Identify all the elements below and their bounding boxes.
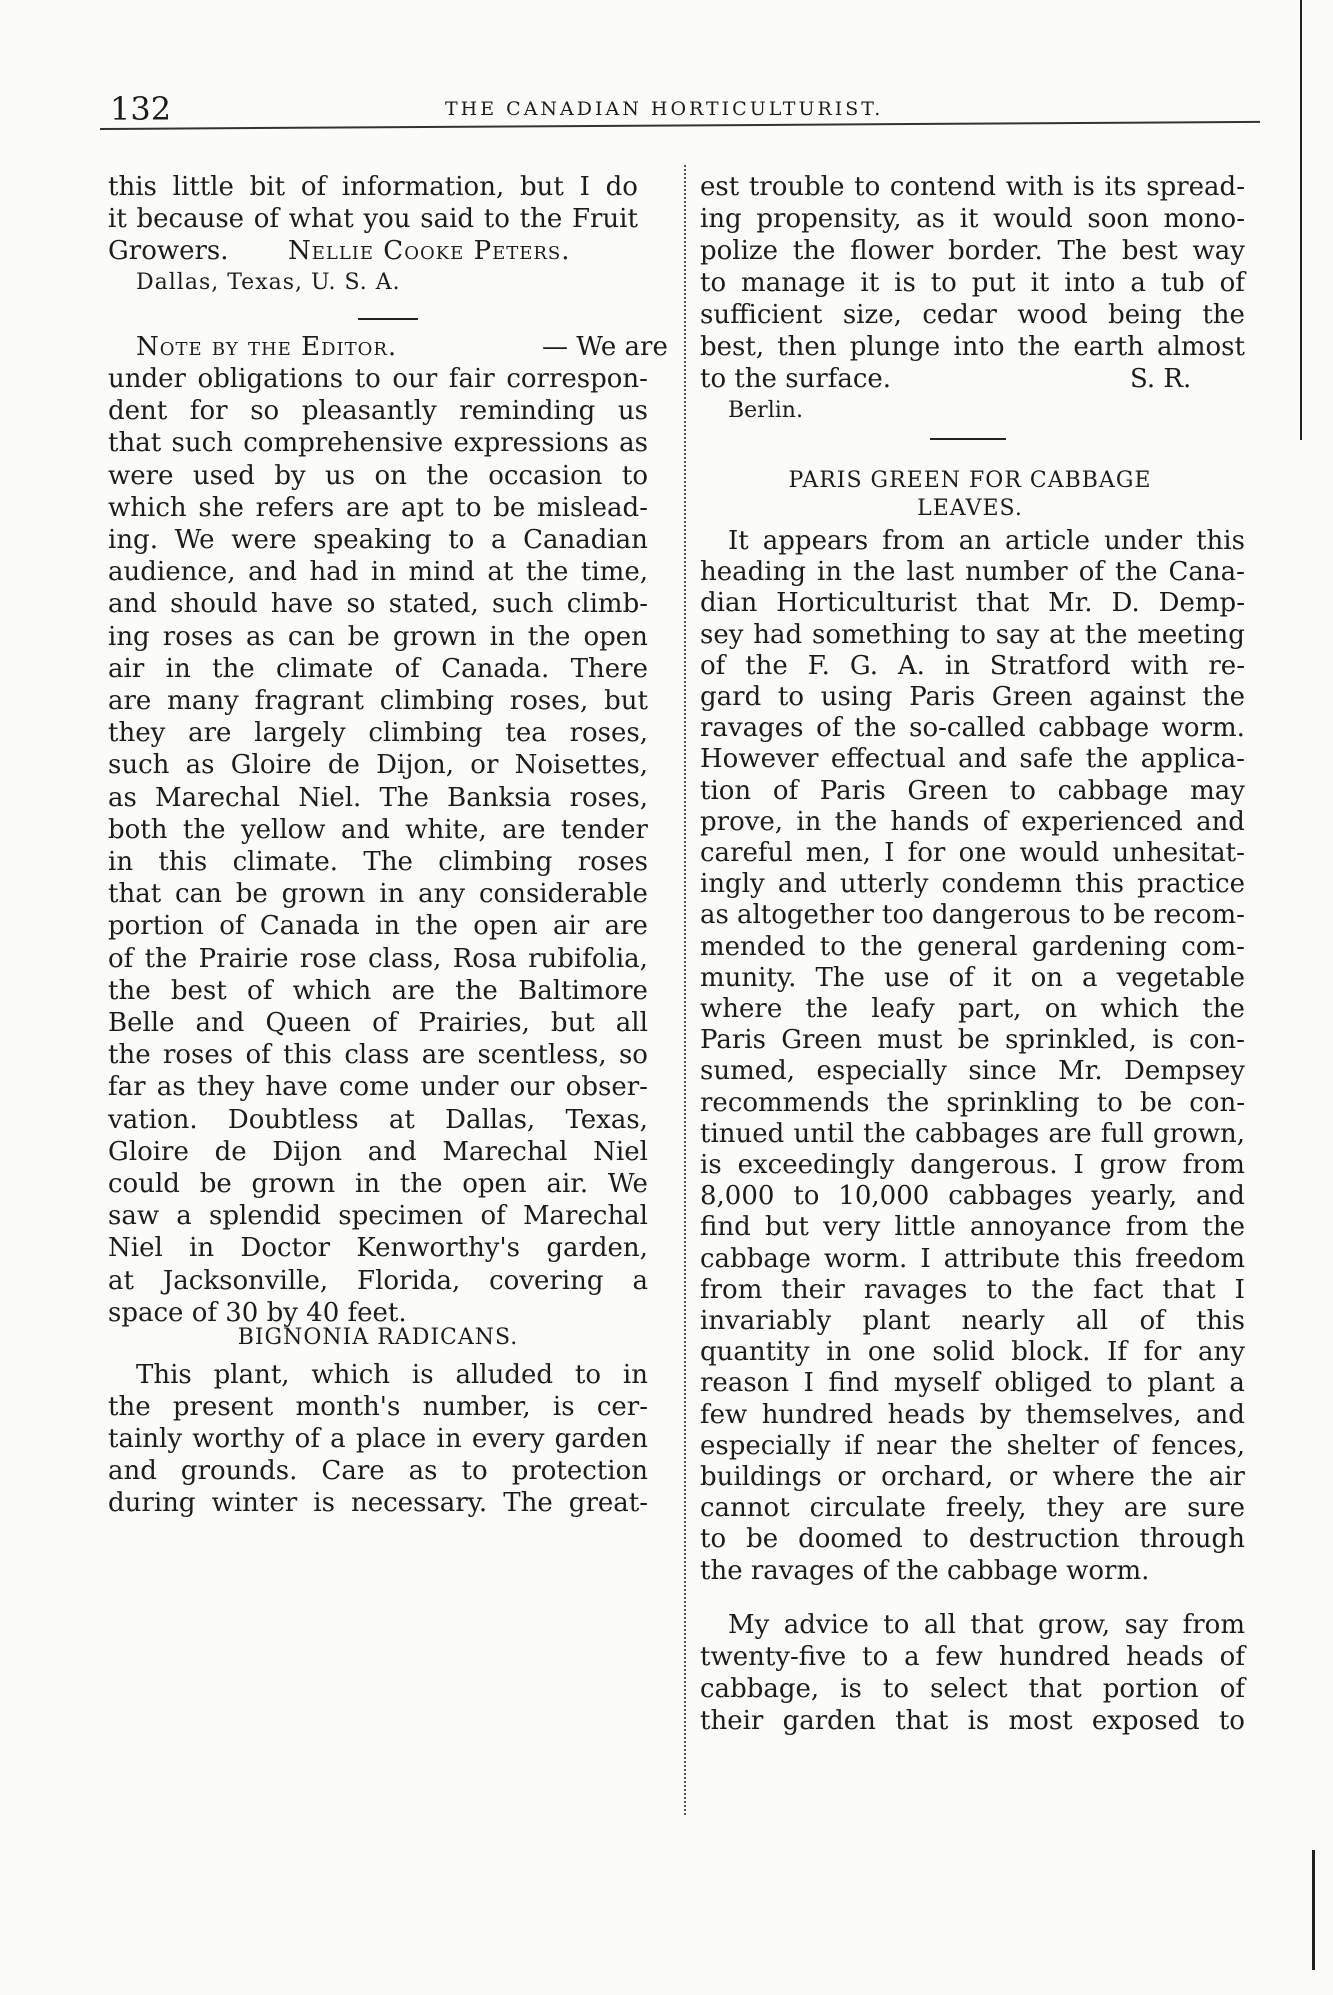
- text-line: est trouble to contend with is its spread-: [700, 172, 1245, 202]
- text-line: best, then plunge into the earth almost: [700, 332, 1245, 362]
- text-line: air in the climate of Canada. There: [108, 653, 648, 684]
- text-line: cabbage worm. I attribute this freedom: [700, 1243, 1245, 1274]
- text-line: the ravages of the cabbage worm.: [700, 1555, 1150, 1586]
- text-line: few hundred heads by themselves, and: [700, 1399, 1245, 1430]
- text-line: recommends the sprinkling to be con-: [700, 1087, 1245, 1118]
- scan-edge-mark: [1312, 1850, 1315, 1970]
- text-line: It appears from an article under this: [728, 526, 1245, 556]
- text-line: Gloire de Dijon and Marechal Niel: [108, 1136, 648, 1167]
- text-line: ravages of the so-called cabbage worm.: [700, 713, 1245, 744]
- text-line: twenty-five to a few hundred heads of: [700, 1642, 1245, 1672]
- text-line: far as they have come under our obser-: [108, 1072, 648, 1103]
- running-head: THE CANADIAN HORTICULTURIST.: [445, 98, 884, 120]
- text-line: careful men, I for one would unhesitat-: [700, 838, 1245, 868]
- text-line: especially if near the shelter of fences,: [700, 1430, 1245, 1461]
- text-line: that such comprehensive expressions as: [108, 428, 648, 459]
- text-line: in this climate. The climbing roses: [108, 847, 648, 877]
- text-line: are many fragrant climbing roses, but: [108, 686, 648, 716]
- text-line: such as Gloire de Dijon, or Noisettes,: [108, 750, 648, 781]
- text-line: which she refers are apt to be mislead-: [108, 492, 648, 523]
- text-line: to be doomed to destruction through: [700, 1524, 1245, 1555]
- page-number: 132: [110, 90, 172, 128]
- text-line: were used by us on the occasion to: [108, 460, 648, 491]
- editor-note-first-line: — We are: [542, 332, 668, 362]
- text-line: gard to using Paris Green against the: [700, 682, 1245, 712]
- separator-rule: [930, 438, 1006, 440]
- editor-note-label: Note by the Editor.: [136, 332, 398, 362]
- text-line: they are largely climbing tea roses,: [108, 718, 648, 749]
- text-line: sey had something to say at the meeting: [700, 619, 1245, 650]
- text-line: is exceedingly dangerous. I grow from: [700, 1150, 1245, 1180]
- text-line: cabbage, is to select that portion of: [700, 1674, 1245, 1704]
- text-line: and should have so stated, such climb-: [108, 589, 648, 620]
- text-line: ingly and utterly condemn this practice: [700, 869, 1245, 900]
- text-line: Paris Green must be sprinkled, is con-: [700, 1025, 1245, 1056]
- separator-rule: [358, 318, 418, 320]
- text-line: to manage it is to put it into a tub of: [700, 268, 1245, 298]
- column-divider: [684, 165, 686, 1815]
- location: Dallas, Texas, U. S. A.: [136, 270, 401, 295]
- bignonia-title: BIGNONIA RADICANS.: [237, 1325, 519, 1350]
- text-line: heading in the last number of the Cana-: [700, 557, 1245, 588]
- text-line: quantity in one solid block. If for any: [700, 1337, 1245, 1368]
- text-line: This plant, which is alluded to in: [136, 1360, 648, 1390]
- text-line: as altogether too dangerous to be recom-: [700, 900, 1245, 931]
- paris-title-line-2: LEAVES.: [917, 496, 1023, 521]
- text-line: 8,000 to 10,000 cabbages yearly, and: [700, 1181, 1245, 1212]
- text-line: the present month's number, is cer-: [108, 1392, 648, 1422]
- text-line: sumed, especially since Mr. Dempsey: [700, 1056, 1245, 1087]
- text-line: Belle and Queen of Prairies, but all: [108, 1008, 648, 1038]
- text-line: during winter is necessary. The great-: [108, 1488, 648, 1518]
- text-line: tion of Paris Green to cabbage may: [700, 775, 1245, 806]
- text-line: Niel in Doctor Kenworthy's garden,: [108, 1233, 648, 1264]
- text-line: invariably plant nearly all of this: [700, 1306, 1245, 1336]
- text-line: My advice to all that grow, say from: [728, 1610, 1245, 1640]
- letter-line: this little bit of information, but I do: [108, 172, 638, 202]
- text-line: dent for so pleasantly reminding us: [108, 396, 648, 427]
- paris-title-line-1: PARIS GREEN FOR CABBAGE: [788, 468, 1152, 493]
- text-line: from their ravages to the fact that I: [700, 1274, 1245, 1305]
- text-line: of the Prairie rose class, Rosa rubifolia,: [108, 943, 648, 974]
- text-line: reason I find myself obliged to plant a: [700, 1368, 1245, 1399]
- signature: Nellie Cooke Peters.: [288, 236, 571, 266]
- text-line: ing roses as can be grown in the open: [108, 621, 648, 652]
- text-line: polize the flower border. The best way: [700, 236, 1245, 266]
- text-line: the best of which are the Baltimore: [108, 975, 648, 1006]
- letter-line: Growers.: [108, 236, 229, 266]
- text-line: under obligations to our fair correspon-: [108, 364, 648, 394]
- text-line: mended to the general gardening com-: [700, 931, 1245, 962]
- text-line: munity. The use of it on a vegetable: [700, 962, 1245, 993]
- text-line: ing. We were speaking to a Canadian: [108, 525, 648, 555]
- text-line: the roses of this class are scentless, so: [108, 1040, 648, 1071]
- text-line: tinued until the cabbages are full grown,: [700, 1118, 1245, 1149]
- text-line: space of 30 by 40 feet.: [108, 1297, 407, 1328]
- text-line: at Jacksonville, Florida, covering a: [108, 1265, 648, 1296]
- text-line: could be grown in the open air. We: [108, 1169, 648, 1199]
- text-line: buildings or orchard, or where the air: [700, 1462, 1245, 1492]
- text-line: of the F. G. A. in Stratford with re-: [700, 650, 1245, 681]
- text-line: sufficient size, cedar wood being the: [700, 300, 1245, 330]
- text-line: both the yellow and white, are tender: [108, 814, 648, 845]
- text-line: and grounds. Care as to protection: [108, 1456, 648, 1486]
- text-line: that can be grown in any considerable: [108, 879, 648, 910]
- scan-edge-mark: [1300, 0, 1302, 440]
- text-line: saw a splendid specimen of Marechal: [108, 1201, 648, 1232]
- text-line: as Marechal Niel. The Banksia roses,: [108, 782, 648, 813]
- text-line: portion of Canada in the open air are: [108, 911, 648, 942]
- text-line: tainly worthy of a place in every garden: [108, 1424, 648, 1454]
- text-line: cannot circulate freely, they are sure: [700, 1493, 1245, 1524]
- text-line: However effectual and safe the applica-: [700, 744, 1245, 775]
- text-line: to the surface.: [700, 364, 892, 394]
- text-line: their garden that is most exposed to: [700, 1706, 1245, 1736]
- text-line: prove, in the hands of experienced and: [700, 806, 1245, 837]
- text-line: where the leafy part, on which the: [700, 994, 1245, 1024]
- text-line: find but very little annoyance from the: [700, 1212, 1245, 1243]
- text-line: dian Horticulturist that Mr. D. Demp-: [700, 588, 1245, 619]
- text-line: vation. Doubtless at Dallas, Texas,: [108, 1104, 648, 1135]
- text-line: ing propensity, as it would soon mono-: [700, 204, 1245, 234]
- bignonia-location: Berlin.: [728, 398, 803, 423]
- letter-line: it because of what you said to the Fruit: [108, 204, 638, 234]
- bignonia-initials: S. R.: [1130, 364, 1192, 394]
- text-line: audience, and had in mind at the time,: [108, 557, 648, 588]
